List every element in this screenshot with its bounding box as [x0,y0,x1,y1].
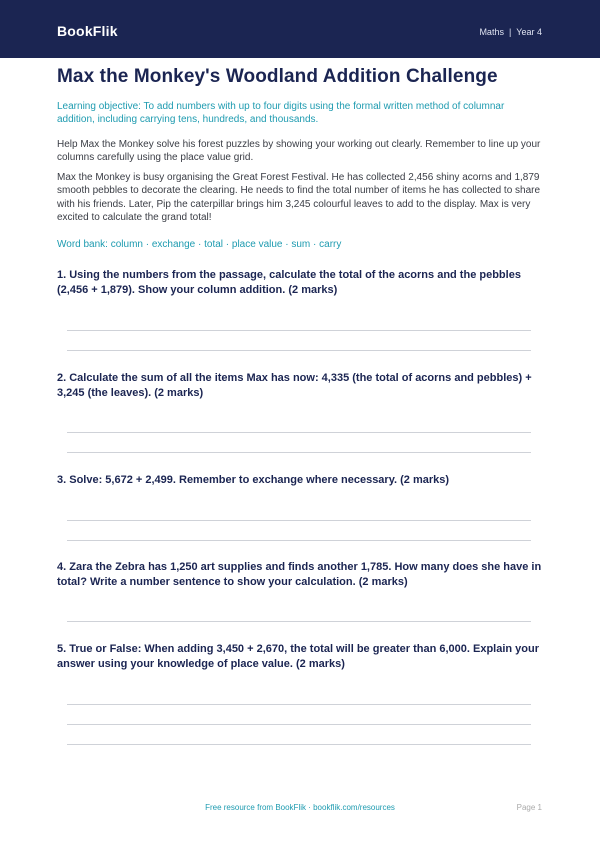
page-title: Max the Monkey's Woodland Addition Challenge [57,66,498,87]
question-3: 3. Solve: 5,672 + 2,499. Remember to exchange where necessary. (2 marks) [57,474,450,486]
question-2: 2. Calculate the sum of all the items Max has now: 4,335 (the total of acorns and pebbles) + 3,245 (the leaves). (2 marks) [57,372,532,399]
year-label: Year 4 [516,27,542,37]
page-number: Page 1 [516,803,542,812]
answer-line[interactable] [67,520,531,521]
answer-line[interactable] [67,540,531,541]
answer-line[interactable] [67,350,531,351]
story-passage: Max the Monkey is busy organising the Great Forest Festival. He has collected 2,456 shiny acorns and 1,879 smooth pebbles to decorate the clearing. He needs to find the total number of items he has collected to share with his friends. Later, Pip the caterpillar brings him 3,245 colourful leaves to add to the display. Max is very excited to calculate the grand total! [57,172,541,223]
learning-objective: Learning objective: To add numbers with up to four digits using the formal written method of columnar addition, including carrying tens, hundreds, and thousands. [57,101,505,125]
answer-line[interactable] [67,330,531,331]
answer-line[interactable] [67,452,531,453]
footer-credit: Free resource from BookFlik · bookflik.com/resources [205,803,395,812]
answer-line[interactable] [67,621,531,622]
answer-line[interactable] [67,432,531,433]
header-bar [0,0,600,58]
brand-logo: BookFlik [57,23,118,39]
question-1: 1. Using the numbers from the passage, calculate the total of the acorns and the pebbles (2,456 + 1,879). Show your column addition. (2 marks) [57,269,521,296]
question-4: 4. Zara the Zebra has 1,250 art supplies and finds another 1,785. How many does she have in total? Write a number sentence to show your calculation. (2 marks) [57,561,542,588]
word-bank: Word bank: column · exchange · total · place value · sum · carry [57,239,342,250]
subject-year [479,27,542,37]
subject-label: Maths [479,27,504,37]
answer-line[interactable] [67,744,531,745]
answer-line[interactable] [67,724,531,725]
answer-line[interactable] [67,704,531,705]
meta-separator: | [508,27,512,37]
intro-paragraph: Help Max the Monkey solve his forest puzzles by showing your working out clearly. Remember to line up your columns carefully using the place value grid. [57,139,541,164]
question-5: 5. True or False: When adding 3,450 + 2,670, the total will be greater than 6,000. Explain your answer using your knowledge of place value. (2 marks) [57,643,540,670]
